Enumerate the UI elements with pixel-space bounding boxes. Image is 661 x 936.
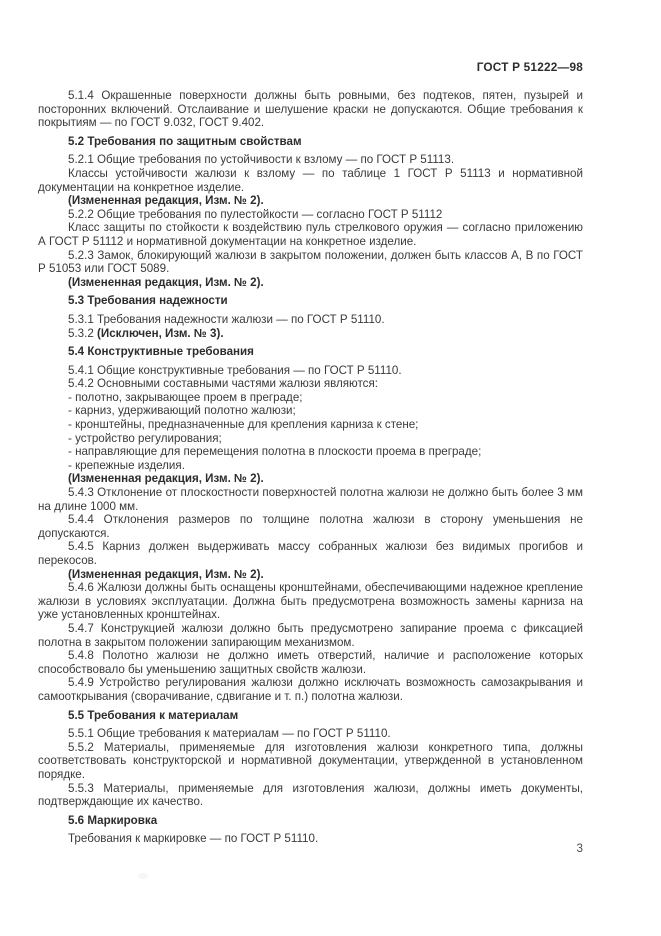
amendment-note: (Измененная редакция, Изм. № 2).	[68, 194, 264, 208]
list-item: - крепежные изделия.	[68, 458, 185, 472]
amendment-note: (Измененная редакция, Изм. № 2).	[68, 472, 264, 486]
paragraph: 5.2.1 Общие требования по устойчивости к взлому — по ГОСТ Р 51113.	[68, 153, 455, 167]
paragraph: 5.4.8 Полотно жалюзи не должно иметь отверстий, наличие и расположение которых способствовало бы уменьшению защитных свойств жалюзи.	[38, 649, 583, 676]
list-item: - карниз, удерживающий полотно жалюзи;	[68, 404, 296, 418]
list-item: - направляющие для перемещения полотна в плоскости проема в преграде;	[68, 445, 482, 459]
amendment-note: (Измененная редакция, Изм. № 2).	[68, 275, 264, 289]
clause-number: 5.3.2	[68, 326, 98, 340]
paragraph: Класс защиты по стойкости к воздействию пуль стрелкового оружия — согласно приложению А ГОСТ Р 51112 и нормативной документации на конкретное изделие.	[38, 221, 583, 248]
standard-number: ГОСТ Р 51222—98	[476, 60, 583, 74]
paragraph: 5.4.2 Основными составными частями жалюзи являются:	[68, 377, 378, 391]
paragraph	[38, 327, 583, 341]
scan-artifact	[138, 873, 148, 879]
paragraph: 5.4.4 Отклонения размеров по толщине полотна жалюзи в сторону уменьшения не допускаются.	[38, 513, 583, 540]
paragraph: Классы устойчивости жалюзи к взлому — по таблице 1 ГОСТ Р 51113 и нормативной документации на конкретное изделие.	[38, 166, 583, 194]
list-item: - устройство регулирования;	[68, 431, 222, 445]
page-header	[38, 60, 583, 74]
document-content	[38, 89, 583, 846]
section-heading: 5.3 Требования надежности	[68, 294, 228, 308]
section-heading: 5.2 Требования по защитным свойствам	[68, 134, 302, 148]
paragraph: 5.4.5 Карниз должен выдерживать массу собранных жалюзи без видимых прогибов и перекосов.	[38, 540, 583, 567]
paragraph: 5.4.3 Отклонение от плоскостности поверхностей полотна жалюзи не должно быть более 3 мм на длине 1000 мм.	[38, 486, 583, 513]
list-item: - полотно, закрывающее проем в преграде;	[68, 390, 303, 404]
list-item: - кронштейны, предназначенные для крепления карниза к стене;	[68, 418, 419, 432]
paragraph: 5.5.2 Материалы, применяемые для изготовления жалюзи конкретного типа, должны соответствовать конструкторской и нормативной документации, утвержденной в установленном порядке.	[38, 740, 583, 781]
page-number: 3	[576, 842, 583, 855]
paragraph: 5.3.1 Требования надежности жалюзи — по ГОСТ Р 51110.	[68, 312, 385, 326]
paragraph: 5.4.9 Устройство регулирования жалюзи должно исключать возможность самозакрывания и самооткрывания (сворачивание, сдвигание и т. п.) полотна жалюзи.	[38, 676, 583, 703]
paragraph: 5.4.6 Жалюзи должны быть оснащены кронштейнами, обеспечивающими надежное крепление жалюзи в условиях эксплуатации. Должна быть предусмотрена возможность замены карниза на уже установленных кронштейнах.	[38, 581, 583, 622]
section-heading: 5.6 Маркировка	[68, 813, 158, 827]
paragraph: 5.4.1 Общие конструктивные требования — по ГОСТ Р 51110.	[68, 363, 402, 377]
paragraph: 5.2.2 Общие требования по пулестойкости — согласно ГОСТ Р 51112	[68, 207, 443, 221]
paragraph: 5.5.1 Общие требования к материалам — по ГОСТ Р 51110.	[68, 727, 391, 741]
section-heading: 5.4 Конструктивные требования	[68, 345, 254, 359]
paragraph: 5.5.3 Материалы, применяемые для изготовления жалюзи, должны иметь документы, подтверждающие их качество.	[38, 781, 583, 809]
paragraph: 5.1.4 Окрашенные поверхности должны быть ровными, без подтеков, пятен, пузырей и посторонних включений. Отслаивание и шелушение краски не допускаются. Общие требования к покрытиям — по ГОСТ 9.032, ГОСТ 9.402.	[38, 89, 583, 130]
excluded-note: (Исключен, Изм. № 3).	[97, 326, 224, 340]
section-heading: 5.5 Требования к материалам	[68, 708, 239, 722]
paragraph: 5.2.3 Замок, блокирующий жалюзи в закрытом положении, должен быть классов А, В по ГОСТ Р 51053 или ГОСТ 5089.	[38, 248, 583, 276]
amendment-note: (Измененная редакция, Изм. № 2).	[68, 567, 264, 581]
paragraph: Требования к маркировке — по ГОСТ Р 51110.	[68, 832, 319, 846]
paragraph: 5.4.7 Конструкцией жалюзи должно быть предусмотрено запирание проема с фиксацией полотна в закрытом положении запирающим механизмом.	[38, 621, 583, 649]
